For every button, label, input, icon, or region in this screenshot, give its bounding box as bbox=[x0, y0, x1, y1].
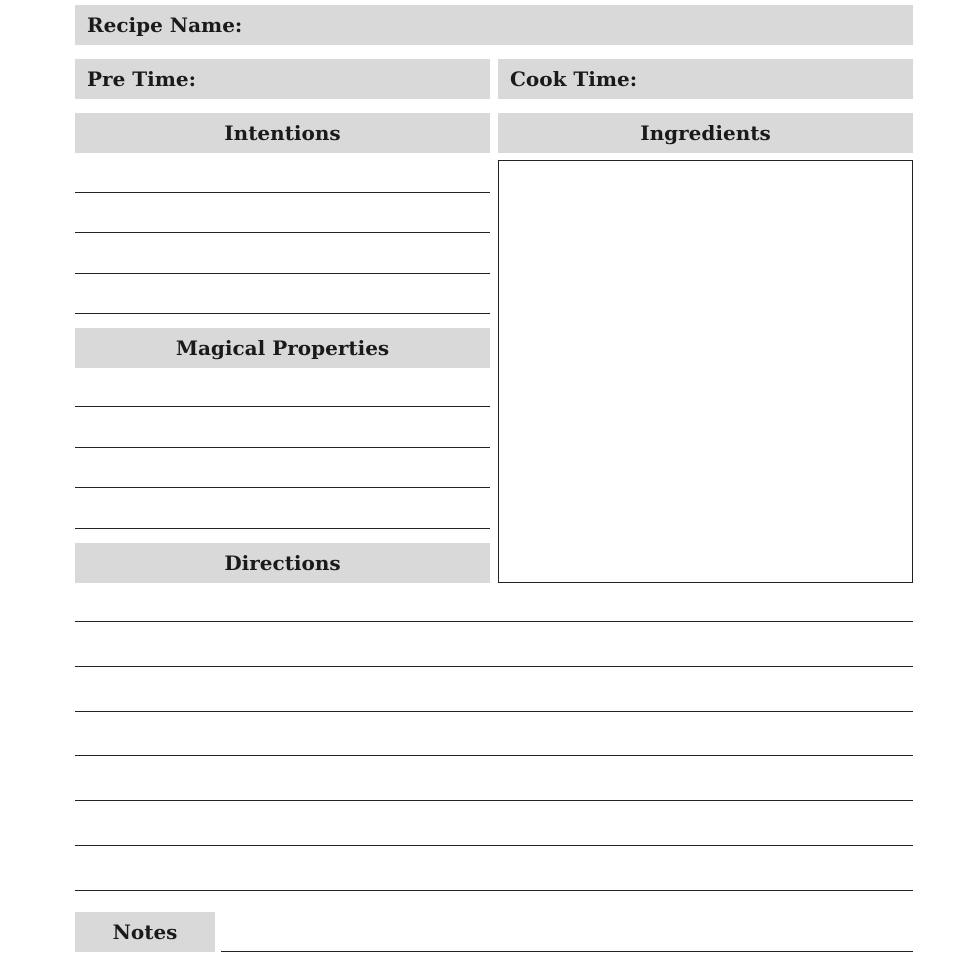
magical-properties-writing-line[interactable] bbox=[75, 528, 490, 529]
pre-time-label: Pre Time: bbox=[87, 67, 197, 91]
directions-heading bbox=[75, 543, 490, 583]
directions-writing-line[interactable] bbox=[75, 845, 913, 846]
recipe-name-label: Recipe Name: bbox=[87, 13, 243, 37]
magical-properties-writing-line[interactable] bbox=[75, 487, 490, 488]
notes-writing-line[interactable] bbox=[221, 951, 913, 952]
directions-writing-line[interactable] bbox=[75, 755, 913, 756]
notes-label: Notes bbox=[112, 920, 178, 944]
pre-time-field[interactable] bbox=[75, 59, 490, 99]
directions-writing-line[interactable] bbox=[75, 621, 913, 622]
recipe-name-field[interactable] bbox=[75, 5, 913, 45]
notes-heading bbox=[75, 912, 215, 952]
directions-writing-line[interactable] bbox=[75, 666, 913, 667]
directions-label: Directions bbox=[224, 551, 341, 575]
ingredients-heading bbox=[498, 113, 913, 153]
magical-properties-heading bbox=[75, 328, 490, 368]
intentions-label: Intentions bbox=[224, 121, 341, 145]
magical-properties-writing-line[interactable] bbox=[75, 406, 490, 407]
intentions-writing-line[interactable] bbox=[75, 273, 490, 274]
magical-properties-writing-line[interactable] bbox=[75, 447, 490, 448]
directions-writing-line[interactable] bbox=[75, 890, 913, 891]
directions-writing-line[interactable] bbox=[75, 711, 913, 712]
ingredients-box[interactable] bbox=[498, 160, 913, 583]
intentions-writing-line[interactable] bbox=[75, 232, 490, 233]
cook-time-label: Cook Time: bbox=[510, 67, 638, 91]
intentions-writing-line[interactable] bbox=[75, 313, 490, 314]
cook-time-field[interactable] bbox=[498, 59, 913, 99]
ingredients-label: Ingredients bbox=[640, 121, 771, 145]
directions-writing-line[interactable] bbox=[75, 800, 913, 801]
magical-properties-label: Magical Properties bbox=[175, 336, 390, 360]
intentions-writing-line[interactable] bbox=[75, 192, 490, 193]
intentions-heading bbox=[75, 113, 490, 153]
